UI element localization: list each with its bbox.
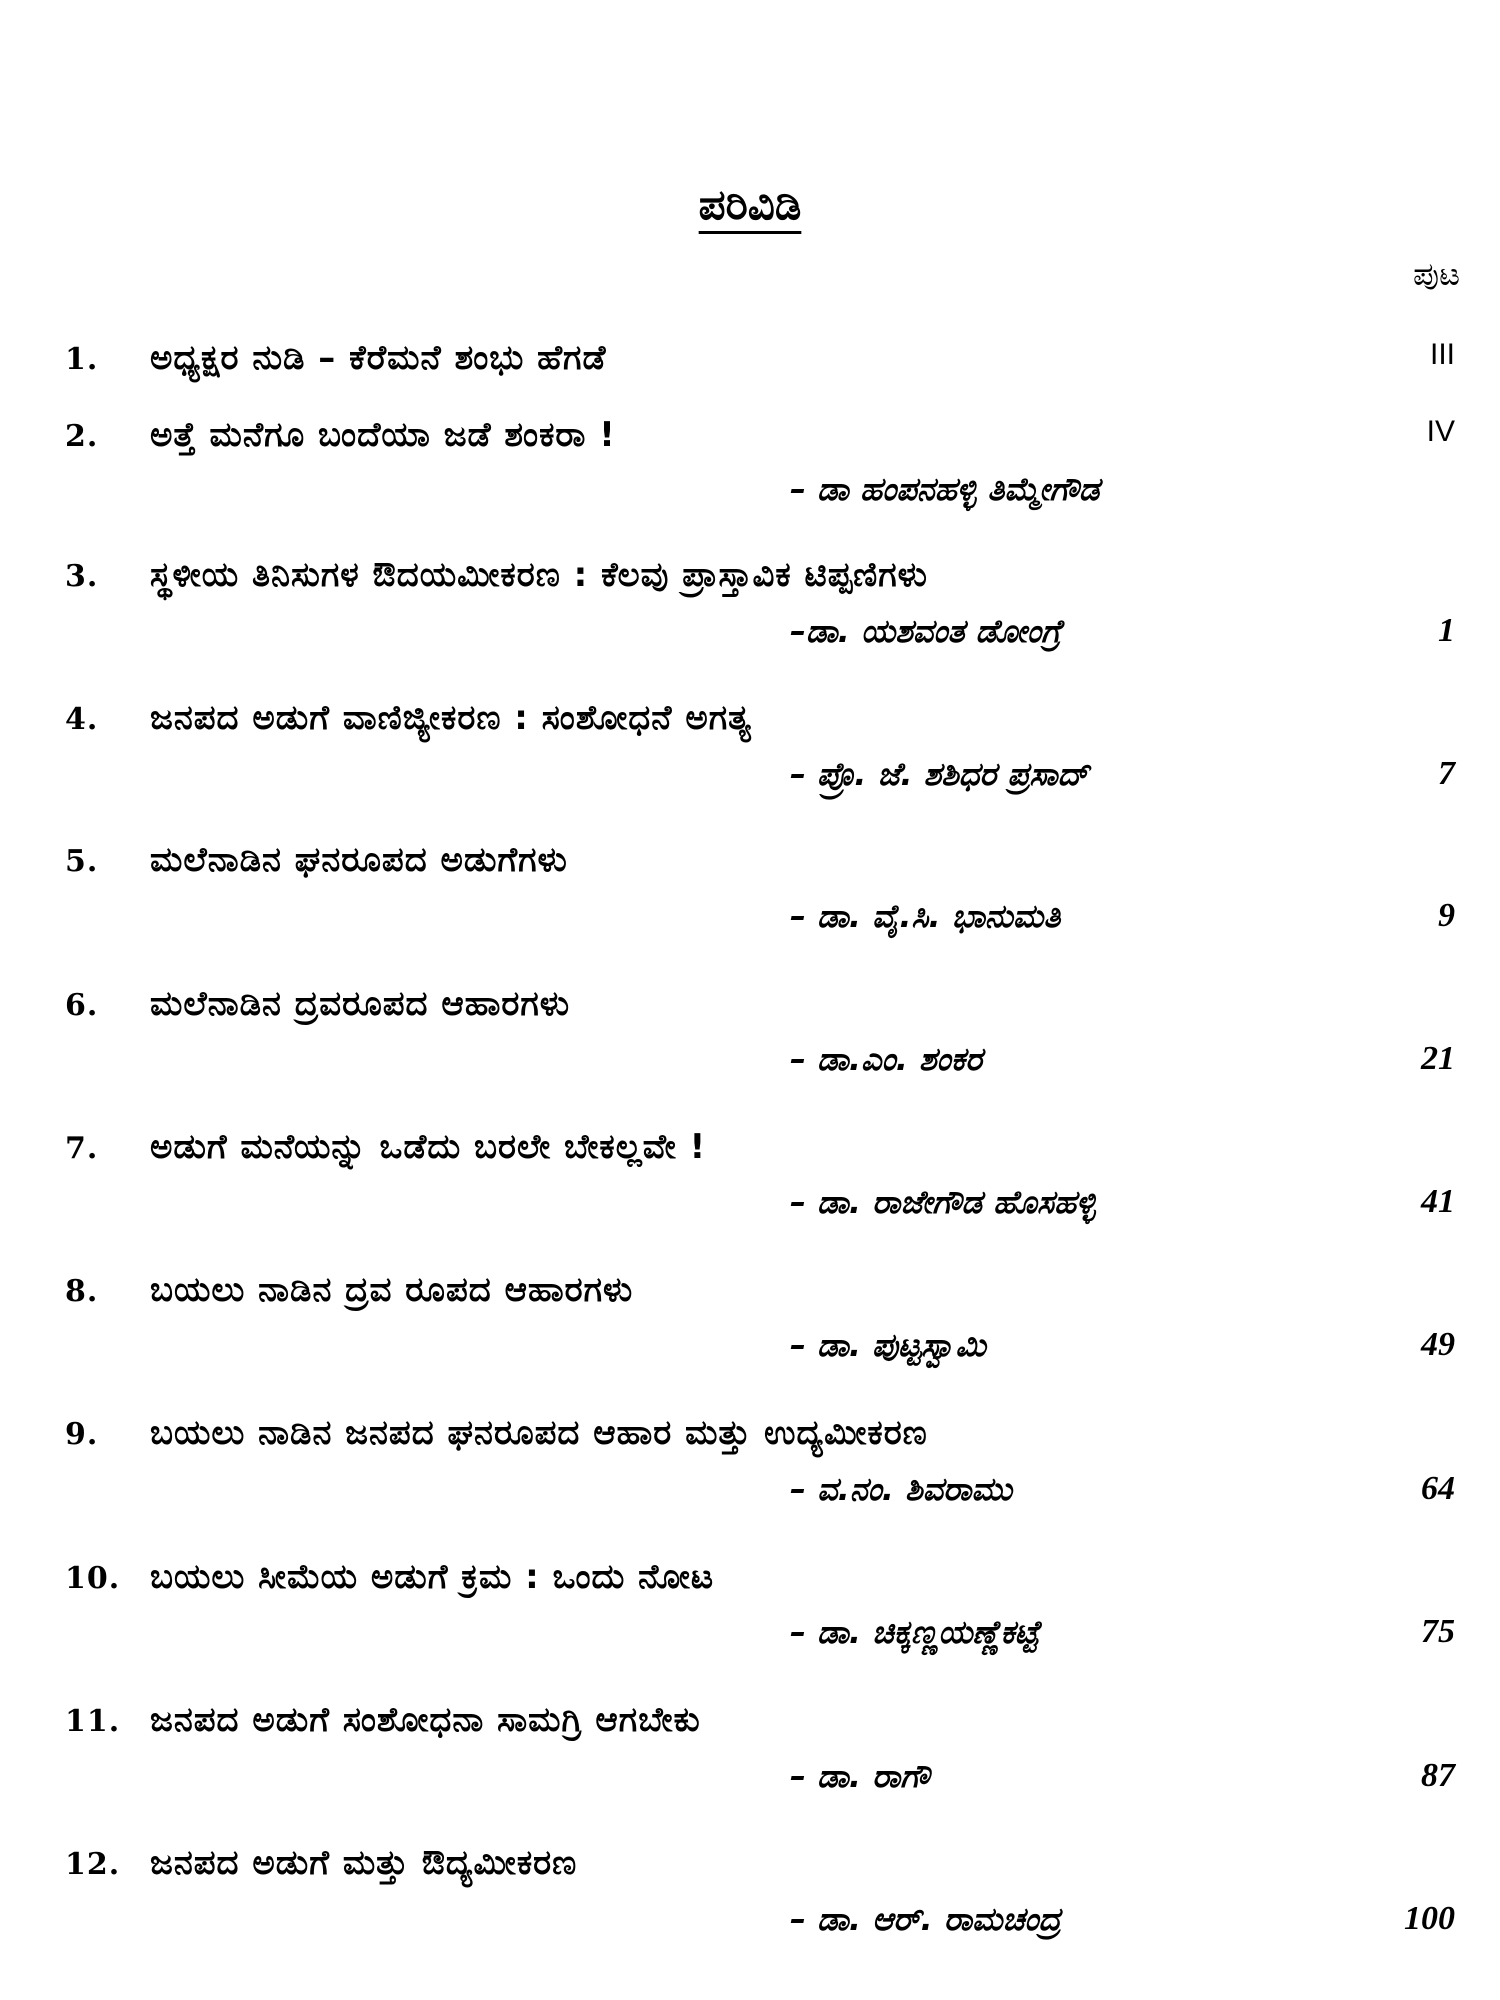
toc-entry-title (65, 1843, 577, 1883)
toc-entry-title (65, 1270, 633, 1310)
toc-entry-page-number: 7 (1438, 755, 1455, 792)
toc-entry-number: 5. (65, 844, 99, 879)
toc-entry-page-number: 21 (1421, 1040, 1455, 1077)
toc-entry-text: ಸ್ಥಳೀಯ ತಿನಿಸುಗಳ ಔದಯಮೀಕರಣ : ಕೆಲವು ಪ್ರಾಸ್ತಾವಿಕ ಟಿಪ್ಪಣಿಗಳು (150, 555, 928, 595)
toc-entry-text: ಮಲೆನಾಡಿನ ದ್ರವರೂಪದ ಆಹಾರಗಳು (150, 984, 571, 1024)
toc-entry-author: – ವ.ನಂ. ಶಿವರಾಮು (790, 1470, 1013, 1508)
toc-entry-author: – ಡಾ. ವೈ.ಸಿ. ಭಾನುಮತಿ (790, 897, 1061, 935)
toc-entry-text: ಅತ್ತೆ ಮನೆಗೂ ಬಂದೆಯಾ ಜಡೆ ಶಂಕರಾ ! (150, 415, 616, 455)
toc-entry-text: ಜನಪದ ಅಡುಗೆ ಮತ್ತು ಔದ್ಯಮೀಕರಣ (150, 1843, 578, 1883)
toc-entry-author: – ಡಾ. ಪುಟ್ಟಸ್ವಾಮಿ (790, 1326, 986, 1364)
page-title-text: ಪರಿವಿಡಿ (698, 180, 802, 229)
toc-entry-page-number: 87 (1421, 1757, 1455, 1794)
toc-entry-page-number: 75 (1421, 1613, 1455, 1650)
toc-entry-number: 8. (65, 1274, 99, 1309)
toc-entry-text: ಬಯಲು ನಾಡಿನ ಜನಪದ ಘನರೂಪದ ಆಹಾರ ಮತ್ತು ಉದ್ಯಮೀಕರಣ (150, 1413, 928, 1453)
toc-entry-number: 11. (65, 1704, 121, 1739)
toc-entry-title (65, 1127, 706, 1167)
toc-entry-title (65, 555, 928, 595)
toc-entry-number: 3. (65, 559, 99, 594)
toc-entry-title (65, 338, 606, 378)
toc-entry-number: 9. (65, 1417, 99, 1452)
toc-entry-title (65, 984, 570, 1024)
toc-entry-page-number: 41 (1421, 1183, 1455, 1220)
toc-entry-page-number: 1 (1438, 612, 1455, 649)
toc-entry-number: 6. (65, 988, 99, 1023)
toc-entry-author: –ಡಾ. ಯಶವಂತ ಡೋಂಗ್ರೆ (790, 612, 1062, 650)
toc-entry-page-number: IV (1426, 415, 1455, 448)
toc-entry-title (65, 840, 568, 880)
toc-entry-number: 4. (65, 702, 99, 737)
toc-entry-title (65, 1557, 714, 1597)
toc-entry-author: – ಪ್ರೊ. ಜೆ. ಶಶಿಧರ ಪ್ರಸಾದ್ (790, 755, 1089, 793)
toc-entry-page-number: 9 (1438, 897, 1455, 934)
toc-entry-page-number: 64 (1421, 1470, 1455, 1507)
toc-entry-title (65, 415, 616, 455)
toc-entry-author: – ಡಾ.ಎಂ. ಶಂಕರ (790, 1040, 983, 1078)
toc-entry-number: 12. (65, 1847, 121, 1882)
toc-entry-text: ಅಡುಗೆ ಮನೆಯನ್ನು ಒಡೆದು ಬರಲೇ ಬೇಕಲ್ಲವೇ ! (150, 1127, 707, 1167)
toc-entry-number: 10. (65, 1561, 121, 1596)
toc-entry-author: – ಡಾ ಹಂಪನಹಳ್ಳಿ ತಿಮ್ಮೇಗೌಡ (790, 470, 1100, 508)
toc-entry-page-number: 49 (1421, 1326, 1455, 1363)
toc-entry-text: ಜನಪದ ಅಡುಗೆ ಸಂಶೋಧನಾ ಸಾಮಗ್ರಿ ಆಗಬೇಕು (150, 1700, 701, 1740)
toc-entry-title (65, 698, 752, 738)
toc-entry-page-number: III (1429, 338, 1455, 371)
toc-entry-number: 1. (65, 342, 99, 377)
toc-entry-text: ಅಧ್ಯಕ್ಷರ ನುಡಿ – ಕೆರೆಮನೆ ಶಂಭು ಹೆಗಡೆ (150, 338, 607, 378)
toc-entry-page-number: 100 (1404, 1900, 1455, 1937)
toc-entry-text: ಜನಪದ ಅಡುಗೆ ವಾಣಿಜ್ಯೀಕರಣ : ಸಂಶೋಧನೆ ಅಗತ್ಯ (150, 698, 752, 738)
toc-entry-text: ಮಲೆನಾಡಿನ ಘನರೂಪದ ಅಡುಗೆಗಳು (150, 840, 568, 880)
toc-entry-text: ಬಯಲು ನಾಡಿನ ದ್ರವ ರೂಪದ ಆಹಾರಗಳು (150, 1270, 634, 1310)
page-column-header: ಪುಟ (1413, 255, 1460, 293)
toc-entry-author: – ಡಾ. ಚಿಕ್ಕಣ್ಣಯಣ್ಣೆಕಟ್ಟೆ (790, 1613, 1040, 1651)
toc-entry-text: ಬಯಲು ಸೀಮೆಯ ಅಡುಗೆ ಕ್ರಮ : ಒಂದು ನೋಟ (150, 1557, 715, 1597)
toc-entry-number: 7. (65, 1131, 99, 1166)
toc-entry-title (65, 1413, 928, 1453)
toc-entry-number: 2. (65, 419, 99, 454)
toc-entry-author: – ಡಾ. ರಾಗೌ (790, 1757, 930, 1795)
toc-entry-title (65, 1700, 701, 1740)
toc-entry-author: – ಡಾ. ಆರ್. ರಾಮಚಂದ್ರ (790, 1900, 1061, 1938)
toc-entry-author: – ಡಾ. ರಾಜೇಗೌಡ ಹೊಸಹಳ್ಳಿ (790, 1183, 1096, 1221)
